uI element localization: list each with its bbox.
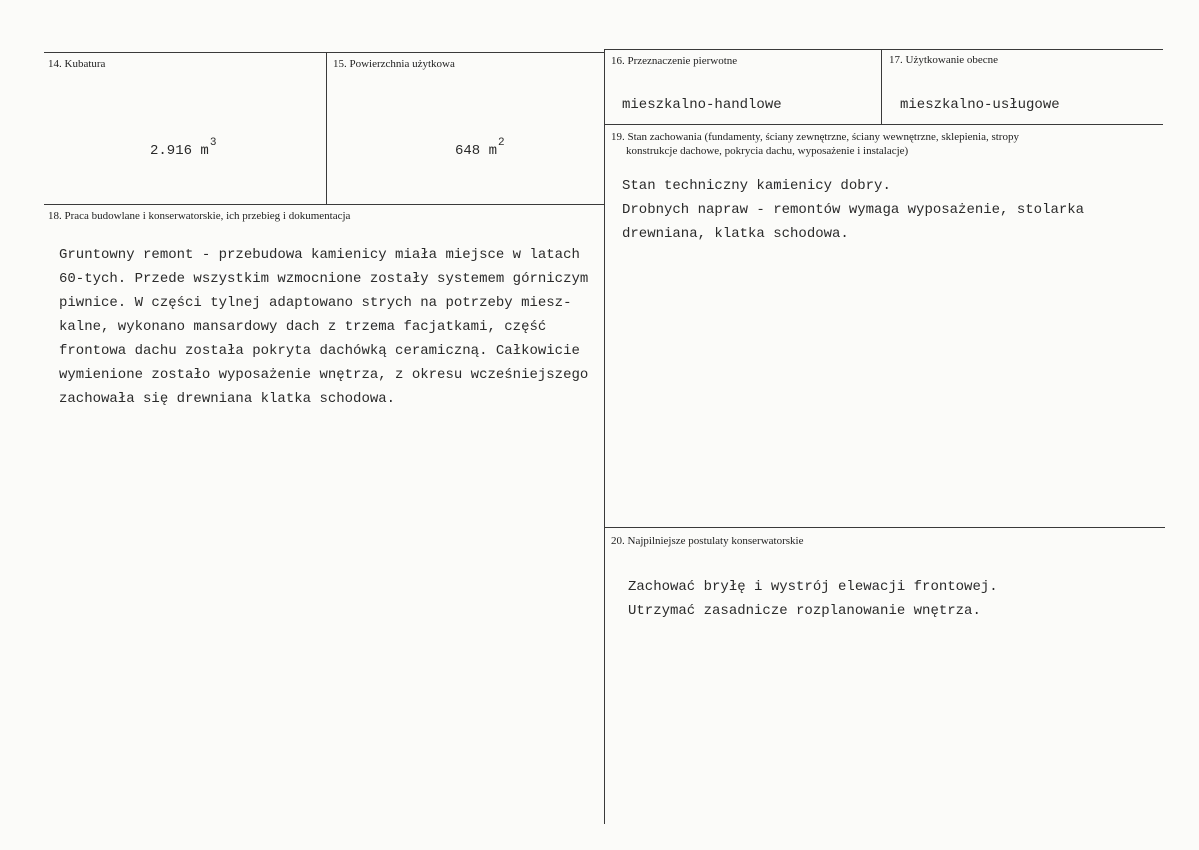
top-rule-right bbox=[604, 49, 1163, 50]
field-19-line: Stan techniczny kamienicy dobry. bbox=[622, 178, 891, 194]
field-18-line: frontowa dachu została pokryta dachówką ceramiczną. Całkowicie bbox=[59, 343, 580, 359]
rule-above-20 bbox=[604, 527, 1165, 528]
field-16-value: mieszkalno-handlowe bbox=[622, 97, 782, 113]
field-18-line: kalne, wykonano mansardowy dach z trzema facjatkami, część bbox=[59, 319, 547, 335]
field-18-line: wymienione zostało wyposażenie wnętrza, z okresu wcześniejszego bbox=[59, 367, 589, 383]
field-14-label: 14. Kubatura bbox=[48, 58, 106, 70]
field-20-line: Utrzymać zasadnicze rozplanowanie wnętrza. bbox=[628, 603, 981, 619]
field-20-label: 20. Najpilniejsze postulaty konserwatorskie bbox=[611, 535, 804, 547]
field-14-exponent: 3 bbox=[209, 137, 217, 149]
field-18-line: zachowała się drewniana klatka schodowa. bbox=[59, 391, 396, 407]
field-19-text bbox=[622, 174, 1084, 246]
field-14-number: 2.916 m bbox=[150, 143, 209, 159]
field-18-line: 60-tych. Przede wszystkim wzmocnione zostały systemem górniczym bbox=[59, 271, 589, 287]
field-18-text bbox=[59, 243, 588, 411]
field-15-number: 648 m bbox=[455, 143, 498, 159]
field-15-label: 15. Powierzchnia użytkowa bbox=[333, 58, 455, 70]
field-18-line: piwnice. W części tylnej adaptowano strych na potrzeby miesz- bbox=[59, 295, 572, 311]
rule-under-14-15 bbox=[44, 204, 604, 205]
field-19-label-line2: konstrukcje dachowe, pokrycia dachu, wyposażenie i instalacje) bbox=[626, 145, 909, 157]
field-19-line: Drobnych napraw - remontów wymaga wyposażenie, stolarka bbox=[622, 202, 1085, 218]
field-19-label-line1: 19. Stan zachowania (fundamenty, ściany zewnętrzne, ściany wewnętrzne, sklepienia, stropy bbox=[611, 131, 1019, 143]
field-14-value bbox=[150, 137, 217, 159]
field-15-exponent: 2 bbox=[498, 137, 505, 149]
divider-16-17 bbox=[881, 49, 882, 125]
rule-under-16-17 bbox=[604, 124, 1163, 125]
field-17-label: 17. Użytkowanie obecne bbox=[889, 54, 999, 66]
field-20-text bbox=[628, 575, 998, 623]
main-divider bbox=[604, 49, 605, 824]
top-rule-left bbox=[44, 52, 604, 53]
field-20-line: Zachować bryłę i wystrój elewacji frontowej. bbox=[628, 579, 998, 595]
field-19-line: drewniana, klatka schodowa. bbox=[622, 226, 849, 242]
field-15-value bbox=[455, 137, 505, 159]
field-16-label: 16. Przeznaczenie pierwotne bbox=[611, 55, 738, 67]
field-17-value: mieszkalno-usługowe bbox=[900, 97, 1060, 113]
field-18-label: 18. Praca budowlane i konserwatorskie, ich przebieg i dokumentacja bbox=[48, 210, 351, 222]
field-18-line: Gruntowny remont - przebudowa kamienicy miała miejsce w latach bbox=[59, 247, 580, 263]
divider-14-15 bbox=[326, 52, 327, 204]
